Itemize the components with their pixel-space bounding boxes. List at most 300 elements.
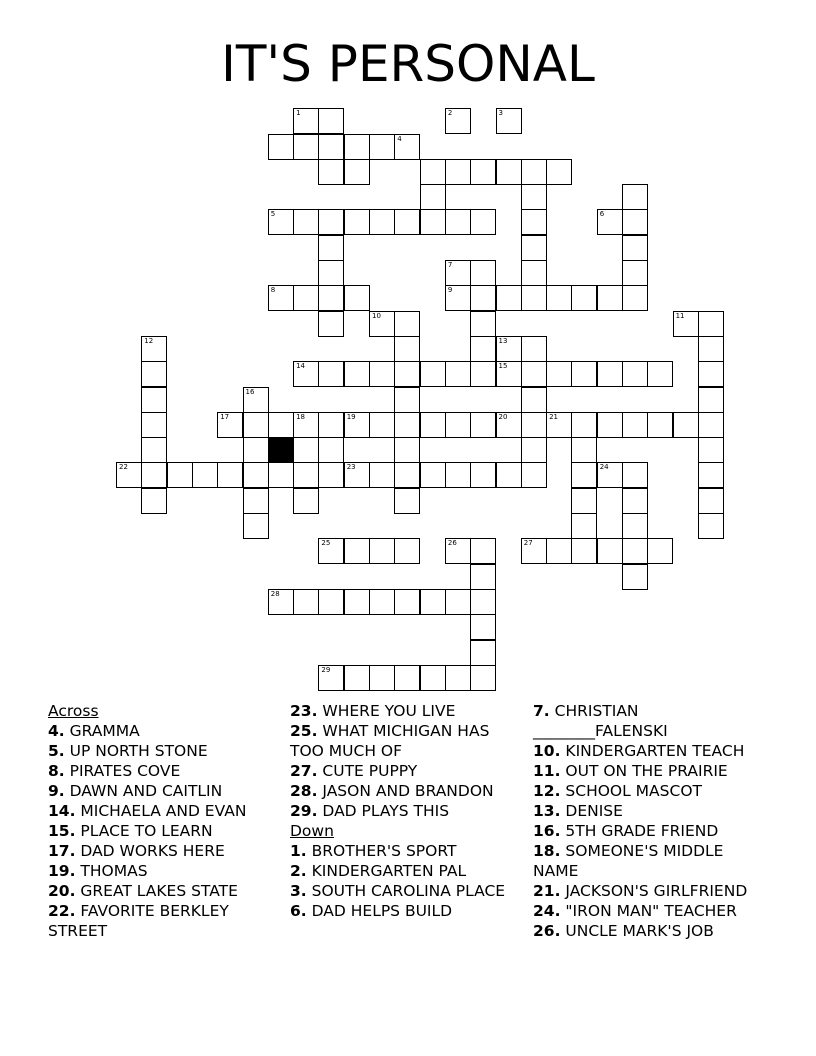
- clue-item: [290, 781, 520, 801]
- grid-cell[interactable]: [344, 134, 370, 160]
- grid-cell[interactable]: [394, 538, 420, 564]
- grid-cell[interactable]: [622, 209, 648, 235]
- grid-cell[interactable]: [369, 412, 395, 438]
- grid-cell[interactable]: [167, 462, 193, 488]
- grid-cell[interactable]: [445, 589, 471, 615]
- grid-cell[interactable]: [394, 134, 420, 160]
- clue-item: [533, 921, 773, 941]
- grid-cell[interactable]: [698, 336, 724, 362]
- clue-num: 9.: [48, 782, 65, 800]
- clue-text: JASON AND BRANDON: [322, 782, 494, 800]
- grid-cell[interactable]: [470, 665, 496, 691]
- grid-cell[interactable]: [521, 462, 547, 488]
- grid-cell[interactable]: [597, 412, 623, 438]
- grid-cell[interactable]: [597, 462, 623, 488]
- grid-cell[interactable]: [344, 285, 370, 311]
- grid-cell[interactable]: [496, 462, 522, 488]
- grid-cell[interactable]: [318, 665, 344, 691]
- clue-num: 24.: [533, 902, 561, 920]
- grid-cell[interactable]: [369, 665, 395, 691]
- grid-cell[interactable]: [521, 235, 547, 261]
- clue-num: 28.: [290, 782, 318, 800]
- clue-num: 10.: [533, 742, 561, 760]
- clue-item: [290, 901, 520, 921]
- grid-cell[interactable]: [268, 589, 294, 615]
- grid-cell[interactable]: [521, 538, 547, 564]
- grid-cell[interactable]: [470, 311, 496, 337]
- clue-number: 9: [447, 286, 453, 295]
- clue-item: [533, 821, 773, 841]
- grid-cell[interactable]: [268, 285, 294, 311]
- grid-cell[interactable]: [470, 538, 496, 564]
- clue-num: 13.: [533, 802, 561, 820]
- grid-cell[interactable]: [344, 412, 370, 438]
- grid-cell[interactable]: [318, 108, 344, 134]
- grid-cell[interactable]: [673, 311, 699, 337]
- grid-cell[interactable]: [141, 462, 167, 488]
- clue-num: 6.: [290, 902, 307, 920]
- clue-number: 29: [321, 665, 331, 674]
- grid-cell[interactable]: [243, 412, 269, 438]
- grid-cell[interactable]: [318, 209, 344, 235]
- clue-number: 17: [220, 412, 230, 421]
- clue-num: 15.: [48, 822, 76, 840]
- clue-num: 3.: [290, 882, 307, 900]
- grid-cell[interactable]: [521, 159, 547, 185]
- grid-cell[interactable]: [622, 564, 648, 590]
- clue-text: BROTHER'S SPORT: [311, 842, 457, 860]
- grid-cell[interactable]: [318, 462, 344, 488]
- grid-cell[interactable]: [420, 462, 446, 488]
- grid-cell[interactable]: [293, 108, 319, 134]
- grid-cell[interactable]: [470, 285, 496, 311]
- grid-cell[interactable]: [470, 412, 496, 438]
- grid-cell[interactable]: [268, 209, 294, 235]
- clue-text: DAWN AND CAITLIN: [69, 782, 223, 800]
- grid-cell[interactable]: [369, 462, 395, 488]
- grid-cell[interactable]: [420, 665, 446, 691]
- clue-text: WHERE YOU LIVE: [322, 702, 456, 720]
- grid-cell[interactable]: [571, 538, 597, 564]
- grid-cell[interactable]: [293, 488, 319, 514]
- clue-number: 13: [498, 336, 508, 345]
- grid-cell[interactable]: [344, 462, 370, 488]
- clue-number: 8: [270, 286, 276, 295]
- clue-num: 14.: [48, 802, 76, 820]
- grid-cell[interactable]: [647, 412, 673, 438]
- clue-text: SCHOOL MASCOT: [565, 782, 702, 800]
- grid-cell[interactable]: [293, 412, 319, 438]
- clue-number: 15: [498, 362, 508, 371]
- grid-cell[interactable]: [571, 488, 597, 514]
- grid-cell[interactable]: [597, 209, 623, 235]
- clue-number: 24: [599, 463, 609, 472]
- grid-cell[interactable]: [243, 488, 269, 514]
- grid-cell[interactable]: [445, 665, 471, 691]
- grid-cell[interactable]: [420, 589, 446, 615]
- grid-cell[interactable]: [318, 538, 344, 564]
- grid-cell[interactable]: [445, 159, 471, 185]
- grid-cell[interactable]: [293, 437, 319, 463]
- clue-text: SOMEONE'S MIDDLE NAME: [533, 842, 724, 880]
- grid-cell[interactable]: [698, 361, 724, 387]
- grid-cell[interactable]: [546, 285, 572, 311]
- clue-text: WHAT MICHIGAN HAS TOO MUCH OF: [290, 722, 490, 760]
- clue-num: 2.: [290, 862, 307, 880]
- grid-cell[interactable]: [622, 462, 648, 488]
- grid-cell[interactable]: [344, 589, 370, 615]
- clue-number: 11: [675, 311, 685, 320]
- clue-number: 2: [447, 109, 453, 118]
- across-heading: Across: [48, 702, 99, 720]
- clue-number: 18: [296, 412, 306, 421]
- clue-text: PIRATES COVE: [69, 762, 181, 780]
- grid-cell[interactable]: [394, 209, 420, 235]
- grid-cell[interactable]: [698, 437, 724, 463]
- clue-num: 11.: [533, 762, 561, 780]
- clue-item: [290, 861, 520, 881]
- grid-cell[interactable]: [192, 462, 218, 488]
- grid-cell[interactable]: [521, 437, 547, 463]
- clue-number: 1: [296, 109, 301, 118]
- clue-num: 18.: [533, 842, 561, 860]
- grid-cell[interactable]: [571, 285, 597, 311]
- clue-text: DAD HELPS BUILD: [311, 902, 453, 920]
- grid-cell[interactable]: [445, 462, 471, 488]
- clue-item: [290, 801, 520, 821]
- clue-text: SOUTH CAROLINA PLACE: [311, 882, 506, 900]
- clue-text: CHRISTIAN ________FALENSKI: [533, 702, 668, 740]
- grid-cell[interactable]: [369, 589, 395, 615]
- grid-cell[interactable]: [521, 412, 547, 438]
- grid-cell[interactable]: [243, 513, 269, 539]
- clue-text: GREAT LAKES STATE: [80, 882, 238, 900]
- grid-cell[interactable]: [268, 412, 294, 438]
- clue-num: 1.: [290, 842, 307, 860]
- grid-cell[interactable]: [394, 336, 420, 362]
- grid-cell[interactable]: [597, 361, 623, 387]
- grid-cell[interactable]: [546, 361, 572, 387]
- grid-cell[interactable]: [318, 311, 344, 337]
- grid-cell[interactable]: [470, 589, 496, 615]
- grid-cell[interactable]: [268, 462, 294, 488]
- grid-cell[interactable]: [622, 235, 648, 261]
- grid-cell[interactable]: [647, 361, 673, 387]
- clue-text: UNCLE MARK'S JOB: [565, 922, 714, 940]
- grid-cell[interactable]: [622, 412, 648, 438]
- clue-num: 26.: [533, 922, 561, 940]
- grid-cell[interactable]: [141, 336, 167, 362]
- grid-cell[interactable]: [318, 285, 344, 311]
- clue-item: [48, 841, 278, 861]
- clue-item: [290, 841, 520, 861]
- grid-cell[interactable]: [344, 665, 370, 691]
- grid-cell[interactable]: [394, 311, 420, 337]
- grid-cell[interactable]: [470, 260, 496, 286]
- grid-cell[interactable]: [394, 488, 420, 514]
- grid-cell[interactable]: [470, 159, 496, 185]
- clue-num: 27.: [290, 762, 318, 780]
- grid-cell[interactable]: [217, 412, 243, 438]
- grid-cell[interactable]: [571, 437, 597, 463]
- clue-num: 17.: [48, 842, 76, 860]
- clue-text: OUT ON THE PRAIRIE: [565, 762, 728, 780]
- clue-num: 8.: [48, 762, 65, 780]
- clue-number: 27: [523, 539, 533, 548]
- clue-text: DAD WORKS HERE: [80, 842, 225, 860]
- grid-cell[interactable]: [521, 209, 547, 235]
- grid-cell[interactable]: [217, 462, 243, 488]
- grid-cell[interactable]: [318, 260, 344, 286]
- grid-cell[interactable]: [571, 513, 597, 539]
- grid-cell[interactable]: [293, 462, 319, 488]
- clue-text: MICHAELA AND EVAN: [80, 802, 247, 820]
- grid-cell[interactable]: [470, 361, 496, 387]
- clue-number: 28: [270, 589, 280, 598]
- grid-cell[interactable]: [698, 488, 724, 514]
- clue-text: PLACE TO LEARN: [80, 822, 213, 840]
- grid-cell[interactable]: [318, 589, 344, 615]
- grid-cell[interactable]: [445, 209, 471, 235]
- clue-text: KINDERGARTEN PAL: [311, 862, 467, 880]
- clue-num: 12.: [533, 782, 561, 800]
- grid-cell[interactable]: [293, 134, 319, 160]
- grid-cell[interactable]: [141, 387, 167, 413]
- grid-cell[interactable]: [116, 462, 142, 488]
- grid-cell[interactable]: [318, 412, 344, 438]
- clue-num: 19.: [48, 862, 76, 880]
- clue-number: 14: [296, 362, 306, 371]
- clue-item: [533, 801, 773, 821]
- clue-item: [48, 821, 278, 841]
- grid-cell[interactable]: [394, 437, 420, 463]
- grid-cell[interactable]: [597, 538, 623, 564]
- grid-cell[interactable]: [445, 260, 471, 286]
- page-title: IT'S PERSONAL: [221, 35, 595, 93]
- clue-item: [533, 881, 773, 901]
- grid-cell[interactable]: [293, 285, 319, 311]
- grid-cell[interactable]: [318, 235, 344, 261]
- clue-number: 23: [346, 463, 356, 472]
- grid-cell[interactable]: [344, 361, 370, 387]
- clue-number: 5: [270, 210, 276, 219]
- grid-cell[interactable]: [470, 640, 496, 666]
- grid-cell[interactable]: [470, 209, 496, 235]
- grid-cell[interactable]: [141, 488, 167, 514]
- clue-item: [533, 701, 773, 741]
- grid-cell[interactable]: [445, 361, 471, 387]
- grid-cell[interactable]: [571, 412, 597, 438]
- clue-column-3: [533, 701, 773, 941]
- grid-cell[interactable]: [698, 412, 724, 438]
- grid-cell[interactable]: [521, 387, 547, 413]
- grid-cell[interactable]: [597, 285, 623, 311]
- grid-cell[interactable]: [622, 361, 648, 387]
- clue-item: [533, 761, 773, 781]
- grid-cell[interactable]: [496, 336, 522, 362]
- clue-item: [533, 901, 773, 921]
- grid-cell[interactable]: [470, 462, 496, 488]
- clue-item: [533, 841, 773, 881]
- grid-cell[interactable]: [394, 387, 420, 413]
- clue-number: 19: [346, 412, 356, 421]
- grid-cell[interactable]: [622, 184, 648, 210]
- clue-text: THOMAS: [80, 862, 148, 880]
- clue-column-2: [290, 701, 520, 921]
- grid-cell[interactable]: [445, 538, 471, 564]
- clue-text: "IRON MAN" TEACHER: [565, 902, 737, 920]
- grid-cell[interactable]: [293, 361, 319, 387]
- grid-cell[interactable]: [318, 361, 344, 387]
- grid-cell[interactable]: [470, 564, 496, 590]
- grid-cell[interactable]: [293, 589, 319, 615]
- grid-cell[interactable]: [394, 412, 420, 438]
- clue-number: 7: [447, 261, 453, 269]
- grid-cell[interactable]: [698, 387, 724, 413]
- clue-num: 16.: [533, 822, 561, 840]
- clue-num: 22.: [48, 902, 76, 920]
- clue-num: 21.: [533, 882, 561, 900]
- clue-item: [290, 761, 520, 781]
- clue-column-1: [48, 701, 278, 941]
- grid-cell[interactable]: [470, 336, 496, 362]
- grid-cell[interactable]: [318, 134, 344, 160]
- clue-item: [48, 861, 278, 881]
- clue-number: 10: [372, 311, 381, 320]
- grid-cell[interactable]: [622, 538, 648, 564]
- grid-cell[interactable]: [420, 412, 446, 438]
- clue-number: 26: [447, 539, 457, 548]
- grid-cell[interactable]: [394, 361, 420, 387]
- grid-cell[interactable]: [369, 311, 395, 337]
- grid-cell[interactable]: [496, 108, 522, 134]
- grid-cell[interactable]: [445, 412, 471, 438]
- clue-item: [48, 721, 278, 741]
- clue-text: FAVORITE BERKLEY STREET: [48, 902, 229, 940]
- grid-cell[interactable]: [571, 462, 597, 488]
- grid-cell[interactable]: [394, 462, 420, 488]
- clue-item: [533, 781, 773, 801]
- grid-cell[interactable]: [546, 412, 572, 438]
- clue-item: [48, 901, 278, 941]
- grid-cell[interactable]: [293, 209, 319, 235]
- grid-cell[interactable]: [470, 614, 496, 640]
- grid-cell[interactable]: [647, 538, 673, 564]
- clue-text: GRAMMA: [69, 722, 140, 740]
- grid-cell[interactable]: [141, 437, 167, 463]
- grid-cell[interactable]: [698, 311, 724, 337]
- clue-item: [48, 801, 278, 821]
- grid-cell[interactable]: [344, 209, 370, 235]
- grid-cell[interactable]: [571, 361, 597, 387]
- grid-cell[interactable]: [141, 412, 167, 438]
- clue-num: 23.: [290, 702, 318, 720]
- clue-number: 6: [599, 210, 605, 219]
- clue-number: 3: [498, 109, 503, 118]
- clue-number: 21: [549, 412, 559, 421]
- clue-text: JACKSON'S GIRLFRIEND: [565, 882, 748, 900]
- clue-item: [48, 781, 278, 801]
- clue-item: [48, 881, 278, 901]
- black-cell: [268, 437, 294, 463]
- grid-cell[interactable]: [318, 159, 344, 185]
- grid-cell[interactable]: [673, 412, 699, 438]
- grid-cell[interactable]: [369, 361, 395, 387]
- clue-number: 20: [498, 412, 508, 421]
- grid-cell[interactable]: [369, 538, 395, 564]
- grid-cell[interactable]: [546, 538, 572, 564]
- grid-cell[interactable]: [622, 260, 648, 286]
- grid-cell[interactable]: [369, 134, 395, 160]
- grid-cell[interactable]: [496, 285, 522, 311]
- grid-cell[interactable]: [394, 589, 420, 615]
- grid-cell[interactable]: [496, 159, 522, 185]
- grid-cell[interactable]: [622, 285, 648, 311]
- down-heading: Down: [290, 822, 334, 840]
- clue-number: 22: [119, 463, 128, 472]
- grid-cell[interactable]: [369, 209, 395, 235]
- clue-item: [290, 881, 520, 901]
- grid-cell[interactable]: [521, 260, 547, 286]
- grid-cell[interactable]: [546, 159, 572, 185]
- clue-item: [290, 721, 520, 761]
- grid-cell[interactable]: [521, 285, 547, 311]
- grid-cell[interactable]: [344, 538, 370, 564]
- grid-cell[interactable]: [496, 412, 522, 438]
- grid-cell[interactable]: [268, 134, 294, 160]
- clue-text: CUTE PUPPY: [322, 762, 418, 780]
- grid-cell[interactable]: [318, 437, 344, 463]
- grid-cell[interactable]: [445, 108, 471, 134]
- clue-number: 25: [321, 539, 331, 548]
- grid-cell[interactable]: [420, 159, 446, 185]
- grid-cell[interactable]: [496, 361, 522, 387]
- clue-num: 29.: [290, 802, 318, 820]
- grid-cell[interactable]: [420, 361, 446, 387]
- clue-num: 7.: [533, 702, 550, 720]
- grid-cell[interactable]: [243, 387, 269, 413]
- clue-item: [290, 701, 520, 721]
- grid-cell[interactable]: [698, 462, 724, 488]
- grid-cell[interactable]: [698, 513, 724, 539]
- grid-cell[interactable]: [420, 209, 446, 235]
- grid-cell[interactable]: [622, 488, 648, 514]
- clue-text: UP NORTH STONE: [69, 742, 208, 760]
- grid-cell[interactable]: [394, 665, 420, 691]
- clue-item: [533, 741, 773, 761]
- grid-cell[interactable]: [344, 159, 370, 185]
- clue-num: 4.: [48, 722, 65, 740]
- grid-cell[interactable]: [243, 437, 269, 463]
- clue-text: 5TH GRADE FRIEND: [565, 822, 719, 840]
- grid-cell[interactable]: [622, 513, 648, 539]
- clue-text: DENISE: [565, 802, 623, 820]
- clue-number: 16: [245, 387, 255, 396]
- grid-cell[interactable]: [420, 184, 446, 210]
- grid-cell[interactable]: [141, 361, 167, 387]
- clue-num: 25.: [290, 722, 318, 740]
- clue-text: KINDERGARTEN TEACH: [565, 742, 745, 760]
- clue-item: [48, 741, 278, 761]
- clue-num: 20.: [48, 882, 76, 900]
- grid-cell[interactable]: [445, 285, 471, 311]
- clue-text: DAD PLAYS THIS: [322, 802, 450, 820]
- grid-cell[interactable]: [521, 336, 547, 362]
- clue-item: [48, 761, 278, 781]
- grid-cell[interactable]: [243, 462, 269, 488]
- grid-cell[interactable]: [521, 361, 547, 387]
- grid-cell[interactable]: [521, 184, 547, 210]
